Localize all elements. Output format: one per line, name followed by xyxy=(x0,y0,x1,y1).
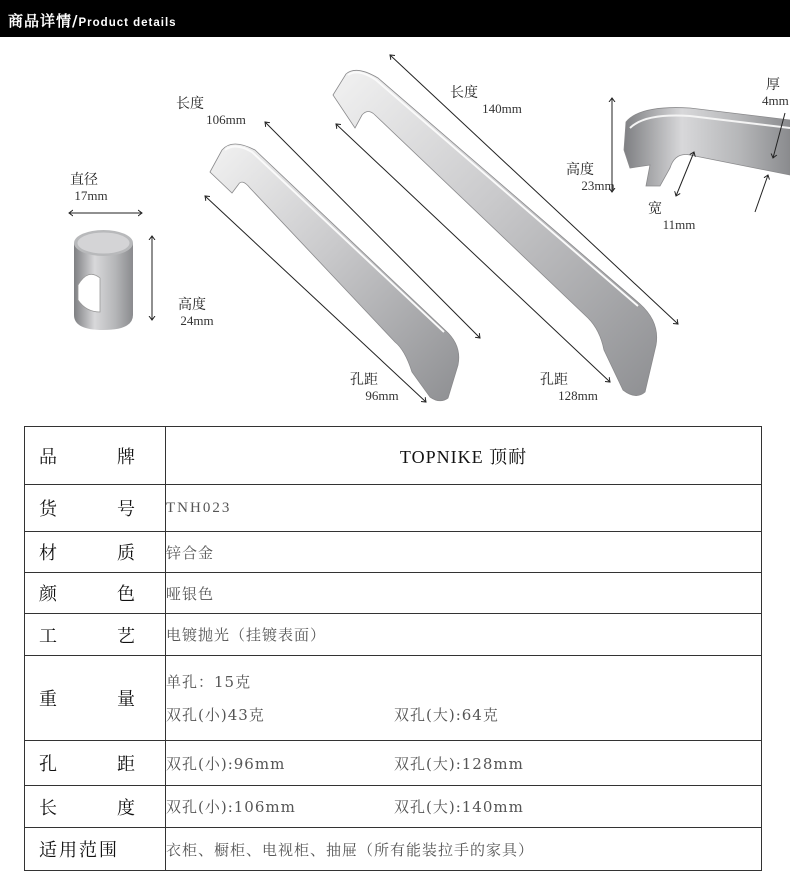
spec-row-model xyxy=(25,485,762,532)
section-header xyxy=(0,0,790,37)
header-title xyxy=(8,10,177,31)
spec-key-char: 艺 xyxy=(117,625,135,647)
small-hole-value: 96mm xyxy=(365,388,399,403)
knob-diameter-value: 17mm xyxy=(74,188,108,203)
length-value xyxy=(166,786,762,828)
profile-height-value: 23mm xyxy=(581,178,615,193)
spec-table xyxy=(24,426,762,871)
process-value: 电镀抛光（挂镀表面） xyxy=(166,614,762,656)
spec-key-char: 品 xyxy=(39,446,57,468)
profile-width-text: 宽 xyxy=(648,201,662,217)
spec-row-usage xyxy=(25,828,762,871)
profile-width-arrow xyxy=(676,152,694,196)
spec-key xyxy=(25,614,166,656)
spec-key-char: 距 xyxy=(117,754,135,775)
profile-height-text: 高度 xyxy=(566,162,594,178)
small-length-text: 长度 xyxy=(176,96,204,112)
model-value: TNH023 xyxy=(166,485,762,532)
small-length-label xyxy=(176,96,250,128)
header-title-en: Product details xyxy=(78,17,177,29)
spec-key-char: 材 xyxy=(39,543,57,564)
large-hole-label xyxy=(540,372,602,404)
knob-diameter-label xyxy=(60,172,108,204)
profile-width-value: 11mm xyxy=(662,217,696,232)
usage-key: 适用范围 xyxy=(39,840,119,861)
knob-height-text: 高度 xyxy=(178,297,206,313)
spec-row-process xyxy=(25,614,762,656)
spec-key xyxy=(25,656,166,741)
spec-key xyxy=(25,828,166,871)
small-handle-image xyxy=(210,144,459,401)
spec-row-brand xyxy=(25,427,762,485)
spec-key-char: 牌 xyxy=(117,446,135,468)
spec-key-char: 孔 xyxy=(39,754,57,775)
small-hole-label xyxy=(350,372,400,404)
large-length-value: 140mm xyxy=(482,101,522,116)
weight-value xyxy=(166,656,762,741)
profile-thick-value: 4mm xyxy=(762,93,789,108)
knob-image xyxy=(74,230,133,330)
spec-row-weight xyxy=(25,656,762,741)
large-handle-image xyxy=(333,70,657,395)
spec-key-char: 质 xyxy=(117,543,135,564)
spec-key xyxy=(25,532,166,573)
knob-height-label xyxy=(166,297,218,329)
profile-thick-label xyxy=(758,77,790,109)
spec-key-char: 度 xyxy=(117,797,135,819)
weight-single: 单孔：15克 xyxy=(166,673,252,691)
profile-thick-arrow-bottom xyxy=(755,175,768,212)
spec-key-char: 颜 xyxy=(39,584,57,605)
usage-value: 衣柜、橱柜、电视柜、抽屉（所有能装拉手的家具） xyxy=(166,828,762,871)
spec-row-material xyxy=(25,532,762,573)
spec-key xyxy=(25,573,166,614)
spec-row-length xyxy=(25,786,762,828)
small-length-value: 106mm xyxy=(206,112,246,127)
knob-diameter-text: 直径 xyxy=(70,172,98,188)
weight-large: 双孔(大):64克 xyxy=(394,706,499,724)
spec-key-char: 货 xyxy=(39,499,57,520)
spec-key-char: 工 xyxy=(39,625,57,647)
header-sep: / xyxy=(72,12,79,30)
spec-key-char: 长 xyxy=(39,797,57,819)
length-small: 双孔(小):106mm xyxy=(166,798,296,816)
large-length-arrow xyxy=(390,55,678,324)
product-photo xyxy=(0,37,790,420)
profile-thick-text: 厚 xyxy=(766,77,780,93)
spec-key xyxy=(25,485,166,532)
spec-key xyxy=(25,427,166,485)
spec-row-color xyxy=(25,573,762,614)
spec-key-char: 号 xyxy=(117,499,135,520)
spec-key xyxy=(25,741,166,786)
small-hole-text: 孔距 xyxy=(350,372,378,388)
hole-large: 双孔(大):128mm xyxy=(394,754,524,773)
spec-key xyxy=(25,786,166,828)
knob-height-value: 24mm xyxy=(180,313,214,328)
color-value: 哑银色 xyxy=(166,573,762,614)
material-value: 锌合金 xyxy=(166,532,762,573)
weight-small: 双孔(小)43克 xyxy=(166,706,265,724)
spec-key-char: 色 xyxy=(117,584,135,605)
header-title-cn: 商品详情 xyxy=(8,12,73,30)
brand-value: TOPNIKE 顶耐 xyxy=(166,427,762,485)
large-length-text: 长度 xyxy=(450,85,478,101)
large-length-label xyxy=(450,85,526,117)
large-hole-value: 128mm xyxy=(558,388,598,403)
spec-key-char: 重 xyxy=(39,689,57,710)
hole-value xyxy=(166,741,762,786)
length-large: 双孔(大):140mm xyxy=(394,798,524,816)
spec-row-hole xyxy=(25,741,762,786)
profile-image xyxy=(624,108,790,186)
profile-height-label xyxy=(566,162,618,194)
spec-key-char: 量 xyxy=(117,689,135,710)
large-hole-text: 孔距 xyxy=(540,372,568,388)
profile-width-label xyxy=(648,201,698,233)
hole-small: 双孔(小):96mm xyxy=(166,754,286,773)
